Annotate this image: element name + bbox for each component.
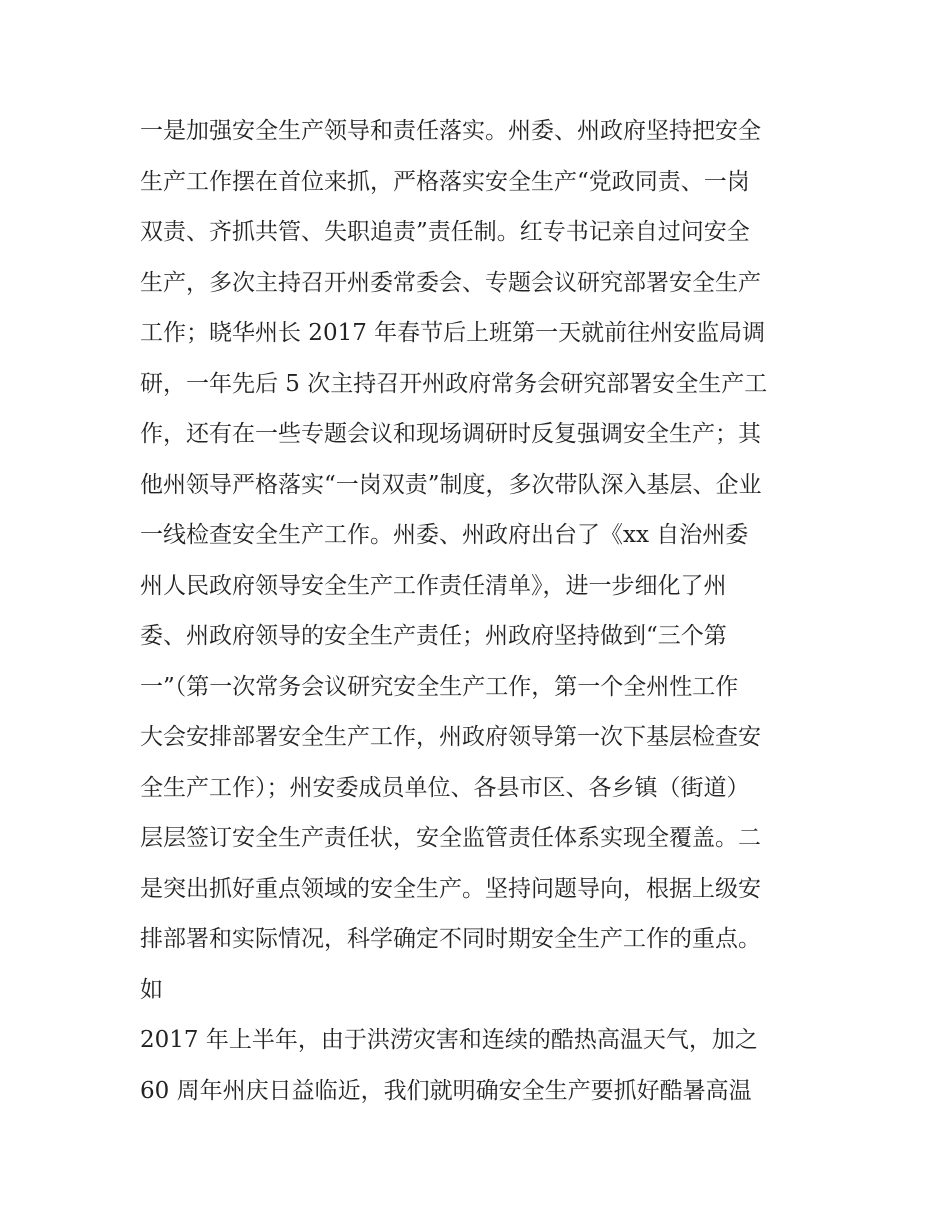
text-line: 一线检查安全生产工作。州委、州政府出台了《xx 自治州委 — [140, 522, 749, 548]
text-line: 排部署和实际情况，科学确定不同时期安全生产工作的重点。 — [140, 926, 761, 952]
text-line: 州人民政府领导安全生产工作责任清单》，进一步细化了州 — [140, 572, 727, 599]
body-text — [140, 106, 830, 1116]
text-line: 他州领导严格落实“一岗双责”制度，多次带队深入基层、企业 — [140, 471, 762, 498]
text-line: 2017 年上半年，由于洪涝灾害和连续的酷热高温天气，加之 — [140, 1027, 758, 1053]
text-line: 委、州政府领导的安全生产责任；州政府坚持做到“三个第 — [140, 623, 727, 649]
text-line: 如 — [140, 976, 163, 1003]
text-line: 生产工作摆在首位来抓，严格落实安全生产“党政同责、一岗 — [140, 168, 750, 195]
text-line: 是突出抓好重点领域的安全生产。坚持问题导向，根据上级安 — [140, 875, 761, 902]
text-line: 60 周年州庆日益临近，我们就明确安全生产要抓好酷暑高温 — [140, 1077, 752, 1104]
text-line: 层层签订安全生产责任状，安全监管责任体系实现全覆盖。二 — [140, 825, 761, 851]
text-line: 工作；晓华州长 2017 年春节后上班第一天就前往州安监局调 — [140, 320, 766, 346]
text-line: 生产，多次主持召开州委常委会、专题会议研究部署安全生产 — [140, 269, 761, 296]
text-line: 大会安排部署安全生产工作，州政府领导第一次下基层检查安 — [140, 724, 761, 750]
text-line: 一是加强安全生产领导和责任落实。州委、州政府坚持把安全 — [140, 118, 761, 144]
text-line: 研，一年先后 5 次主持召开州政府常务会研究部署安全生产工 — [140, 370, 768, 397]
text-line: 一”（第一次常务会议研究安全生产工作，第一个全州性工作 — [140, 673, 739, 700]
text-line: 全生产工作）；州安委成员单位、各县市区、各乡镇（街道） — [140, 774, 750, 801]
text-line: 双责、齐抓共管、失职追责”责任制。红专书记亲自过问安全 — [140, 219, 750, 245]
text-line: 作，还有在一些专题会议和现场调研时反复强调安全生产；其 — [140, 421, 761, 447]
